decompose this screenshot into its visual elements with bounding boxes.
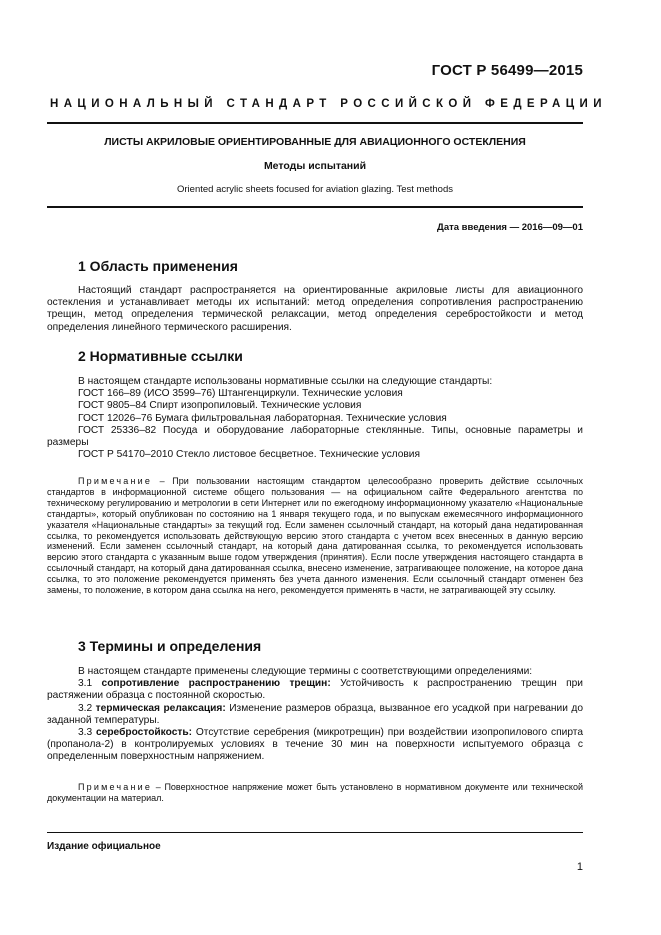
term-definition: Изменение размеров образца, вызванное его усадкой при нагревании до заданной температуры. [47, 702, 583, 726]
note-text: – При пользовании настоящим стандартом целесообразно проверить действие ссылочных стандартов в информационной системе общего пользования — на официальном сайте Федерального агентства по техническому регулированию и метрологии в сети Интернет или по ежегодному информационному указателю «Национальные стандарты», который опубликован по состоянию на 1 января текущего года, и по выпускам ежемесячного информационного указателя «Национальные стандарты» за текущий год. Если заменен ссылочный стандарт, на который дана недатированная ссылка, то рекомендуется использовать действующую версию этого стандарта с учетом всех внесенных в данную версию изменений. Если заменен ссылочный стандарт, на который дана датированная ссылка, то рекомендуется использовать версию этого стандарта с указанным выше годом утверждения (принятия). Если после утверждения настоящего стандарта в ссылочный стандарт, на который дана датированная ссылка, внесено изменение, затрагивающее положение, на которое дана ссылка, то это положение рекомендуется применять без учета данного изменения. Если ссылочный стандарт отменен без замены, то положение, в котором дана ссылка на него, рекомендуется применять в части, не затрагивающей эту ссылку. [47, 476, 583, 596]
section-3-title: 3 Термины и определения [78, 638, 262, 654]
references-intro: В настоящем стандарте использованы нормативные ссылки на следующие стандарты: [78, 376, 493, 387]
header-rule [47, 122, 583, 124]
document-id: ГОСТ Р 56499—2015 [431, 62, 583, 79]
term-definition: Устойчивость к распространению трещин при растяжении образца с постоянной скоростью. [47, 678, 583, 702]
section-2-note [47, 476, 583, 596]
term-number: 3.3 [78, 727, 96, 739]
term-name: серебростойкость: [95, 727, 193, 739]
note-label: Примечание [78, 782, 153, 792]
document-subtitle: Методы испытаний [263, 160, 367, 172]
term-entry [47, 727, 583, 764]
terms-and-definitions [47, 666, 583, 764]
term-definition: Отсутствие серебрения (микротрещин) при воздействии изопропилового спирта (пропанола-2) в контролируемых условиях в течение 30 мин на поверхности испытуемого образца с определенным поверхностным напряжением. [47, 727, 583, 763]
document-title-english: Oriented acrylic sheets focused for aviation glazing. Test methods [177, 184, 453, 195]
introduction-date: Дата введения — 2016—09—01 [437, 222, 583, 233]
section-3-note [47, 782, 583, 804]
reference-item: ГОСТ 9805–84 Спирт изопропиловый. Технические условия [78, 400, 362, 412]
reference-item: ГОСТ 25336–82 Посуда и оборудование лабораторные стеклянные. Типы, основные параметры и размеры [47, 424, 583, 449]
note-text: – Поверхностное напряжение может быть установлено в нормативном документе или технической документации на материал. [47, 782, 583, 803]
reference-item: ГОСТ 166–89 (ИСО 3599–76) Штангенциркули. Технические условия [78, 388, 403, 400]
normative-references-list [47, 376, 583, 461]
terms-intro: В настоящем стандарте применены следующие термины с соответствующими определениями: [78, 666, 533, 677]
national-standard-heading: НАЦИОНАЛЬНЫЙ СТАНДАРТ РОССИЙСКОЙ ФЕДЕРАЦИИ [50, 98, 607, 110]
page-number: 1 [576, 861, 583, 873]
note-label: Примечание [78, 476, 153, 486]
section-1-paragraph: Настоящий стандарт распространяется на ориентированные акриловые листы для авиационного остекления и устанавливает методы их испытаний: метод определения сопротивления распространению трещин, метод определения термической релаксации, метод определения серебростойкости и метод определения линейного термического расширения. [47, 285, 583, 333]
term-name: термическая релаксация: [95, 702, 226, 714]
term-number: 3.1 [78, 678, 102, 690]
term-entry [47, 703, 583, 727]
term-name: сопротивление распространению трещин: [101, 678, 331, 690]
section-1-body [47, 285, 583, 334]
section-2-title: 2 Нормативные ссылки [78, 348, 243, 364]
term-number: 3.2 [78, 702, 96, 714]
footer-rule [47, 832, 583, 833]
document-title: ЛИСТЫ АКРИЛОВЫЕ ОРИЕНТИРОВАННЫЕ ДЛЯ АВИАЦИОННОГО ОСТЕКЛЕНИЯ [104, 136, 526, 148]
title-rule [47, 206, 583, 208]
term-entry [47, 678, 583, 702]
reference-item: ГОСТ Р 54170–2010 Стекло листовое бесцветное. Технические условия [78, 449, 421, 461]
reference-item: ГОСТ 12026–76 Бумага фильтровальная лабораторная. Технические условия [78, 412, 447, 424]
section-1-title: 1 Область применения [78, 258, 238, 274]
official-edition-label: Издание официальное [47, 841, 161, 852]
